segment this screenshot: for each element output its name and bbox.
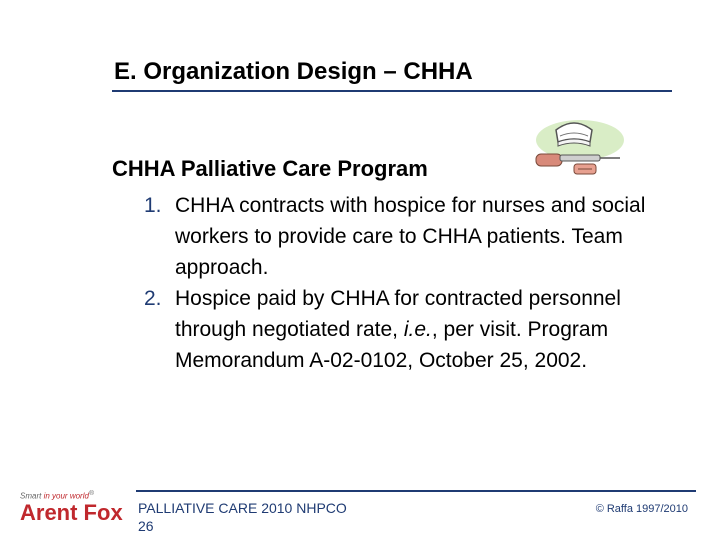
- logo-tagline-end: in your world: [43, 491, 89, 501]
- list-item: [144, 283, 664, 376]
- logo-trademark: ®: [88, 490, 94, 497]
- slide-title: E. Organization Design – CHHA: [114, 58, 473, 85]
- list-item-number: 1.: [144, 194, 162, 217]
- list-item-text: CHHA contracts with hospice for nurses and social workers to provide care to CHHA patients. Team approach.: [175, 194, 646, 279]
- footer-copyright: © Raffa 1997/2010: [595, 503, 688, 515]
- page-number: 26: [138, 518, 154, 534]
- list-item-text-start: Hospice paid by CHHA for contracted personnel through negotiated rate,: [175, 287, 621, 341]
- logo-tagline-start: Smart: [20, 491, 42, 501]
- logo-name: Arent Fox: [20, 499, 123, 525]
- footer-rule: [136, 490, 696, 492]
- title-underline: [112, 90, 672, 92]
- list-item-text-italic: i.e.: [403, 318, 432, 341]
- list-item: [144, 190, 664, 283]
- list-item-number: 2.: [144, 287, 162, 310]
- list-item-text-end: , per visit. Program Memorandum A-02-0102, October 25, 2002.: [175, 318, 609, 372]
- footer-left: [138, 499, 347, 535]
- arent-fox-logo: [20, 490, 130, 530]
- program-points-list: [144, 190, 664, 376]
- footer-event-label: PALLIATIVE CARE 2010 NHPCO: [138, 500, 347, 516]
- program-heading: CHHA Palliative Care Program: [112, 156, 428, 181]
- nurse-cap-icon: [530, 118, 626, 182]
- list-item-text: [175, 283, 664, 376]
